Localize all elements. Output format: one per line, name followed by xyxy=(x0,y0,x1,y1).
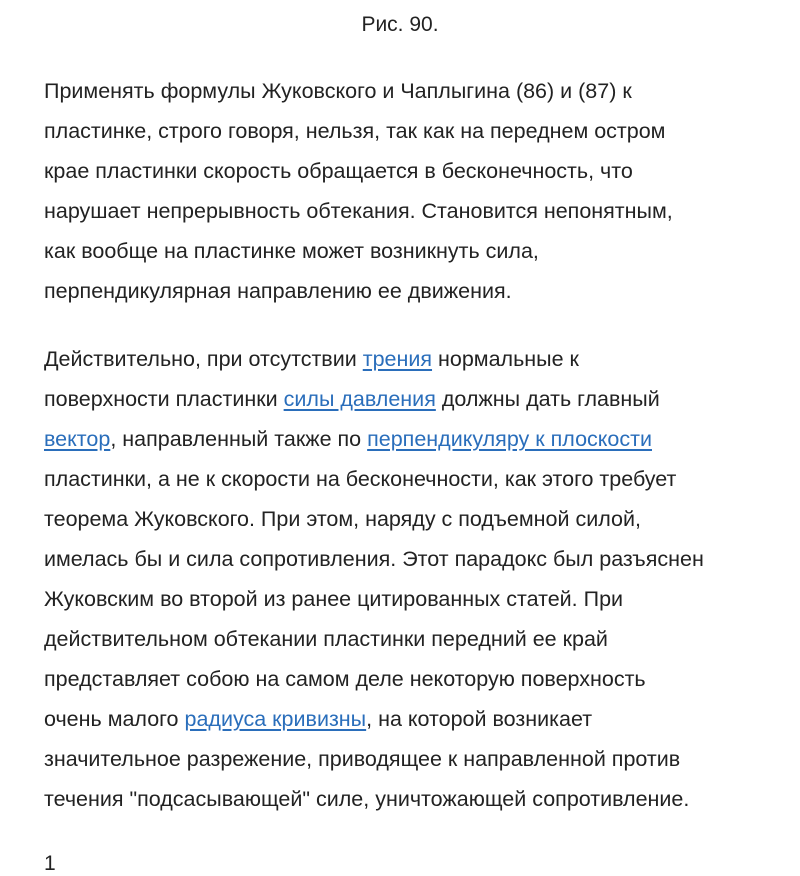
paragraph-line: Применять формулы Жуковского и Чаплыгина (86) и (87) к xyxy=(44,79,632,103)
text-segment: , направленный также по xyxy=(110,427,368,451)
link-friction[interactable]: трения xyxy=(362,347,433,371)
paragraph-line: представляет собою на самом деле некоторую поверхность xyxy=(44,667,646,691)
paragraph-1 xyxy=(44,71,789,311)
paragraph-line: пластинке, строго говоря, нельзя, так как на переднем остром xyxy=(44,119,666,143)
paragraph-line xyxy=(44,339,789,379)
text-segment: Действительно, при отсутствии xyxy=(44,347,363,371)
paragraph-line: теорема Жуковского. При этом, наряду с подъемной силой, xyxy=(44,507,641,531)
link-pressure-forces[interactable]: силы давления xyxy=(283,387,436,411)
paragraph-line: течения "подсасывающей" силе, уничтожающей сопротивление. xyxy=(44,787,690,811)
paragraph-line: имелась бы и сила сопротивления. Этот парадокс был разъяснен xyxy=(44,547,704,571)
paragraph-line xyxy=(44,419,789,459)
link-perpendicular-to-plane[interactable]: перпендикуляру к плоскости xyxy=(367,427,652,451)
paragraph-line xyxy=(44,699,789,739)
paragraph-line: Жуковским во второй из ранее цитированных статей. При xyxy=(44,587,624,611)
link-radius-of-curvature[interactable]: радиуса кривизны xyxy=(184,707,367,731)
figure-caption: Рис. 90. xyxy=(361,13,439,36)
text-segment: , на которой возникает xyxy=(366,707,593,731)
paragraph-line: пластинки, а не к скорости на бесконечности, как этого требует xyxy=(44,467,677,491)
footnote-number: 1 xyxy=(44,852,56,875)
paragraph-line: как вообще на пластинке может возникнуть сила, xyxy=(44,239,539,263)
paragraph-line: нарушает непрерывность обтекания. Становится непонятным, xyxy=(44,199,673,223)
paragraph-line: перпендикулярная направлению ее движения. xyxy=(44,279,512,303)
text-segment: нормальные к xyxy=(432,347,579,371)
text-segment: поверхности пластинки xyxy=(44,387,284,411)
text-segment: очень малого xyxy=(44,707,185,731)
paragraph-line xyxy=(44,379,789,419)
paragraph-line: значительное разрежение, приводящее к направленной против xyxy=(44,747,681,771)
text-segment: должны дать главный xyxy=(435,387,660,411)
paragraph-line: крае пластинки скорость обращается в бесконечность, что xyxy=(44,159,633,183)
paragraph-2 xyxy=(44,339,789,819)
link-vector[interactable]: вектор xyxy=(44,427,111,451)
paragraph-line: действительном обтекании пластинки передний ее край xyxy=(44,627,608,651)
